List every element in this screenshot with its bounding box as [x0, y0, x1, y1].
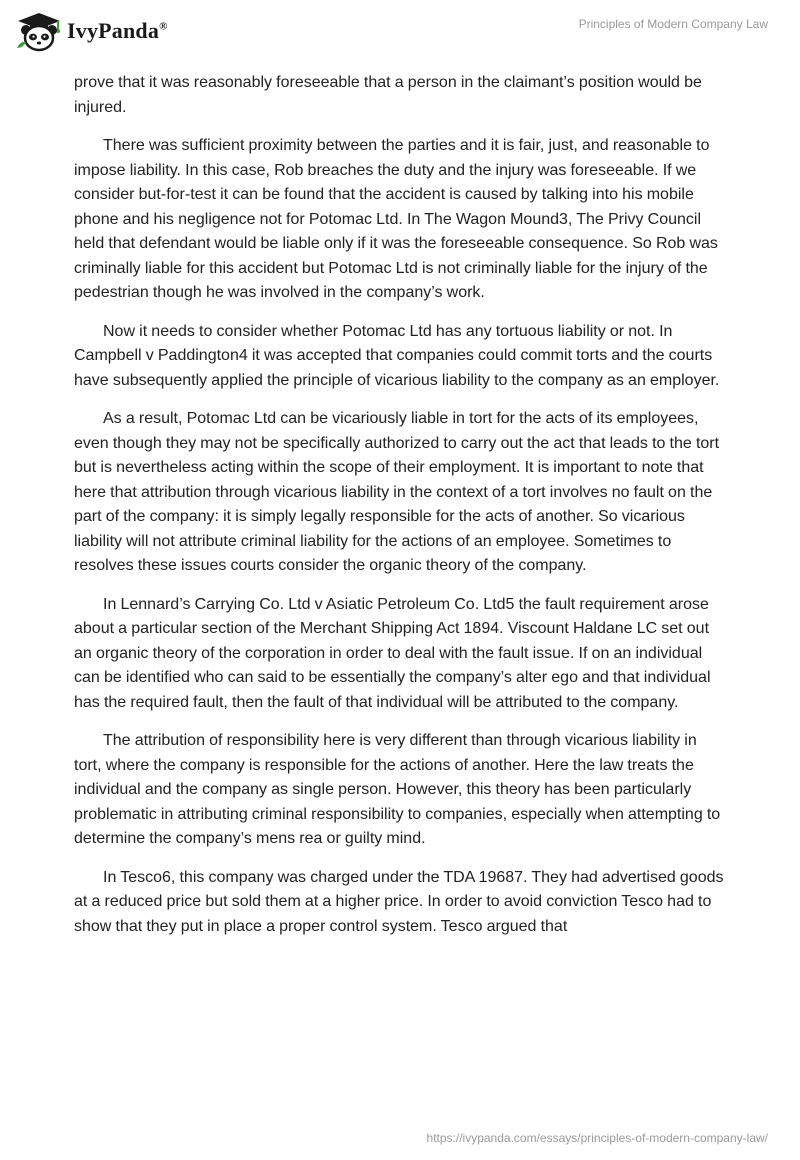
- page-header: [0, 0, 800, 60]
- paragraph-3: Now it needs to consider whether Potomac Ltd has any tortuous liability or not. In Campbell v Paddington4 it was accepted that companies could commit torts and the courts have subsequently applied the principle of vicarious liability to the company as an employer.: [74, 322, 720, 389]
- essay-body: [74, 71, 726, 953]
- panda-graduate-icon: [14, 10, 64, 52]
- brand-name: IvyPanda®: [67, 18, 168, 43]
- paragraph-6: The attribution of responsibility here is very different than through vicarious liability in tort, where the company is responsible for the actions of another. Here the law treats the individual and the company as single person. However, this theory has been particularly problematic in attributing criminal responsibility to companies, especially when attempting to determine the company’s mens rea or guilty mind.: [74, 732, 721, 847]
- ivypanda-logo[interactable]: [14, 10, 168, 52]
- paragraph-4: As a result, Potomac Ltd can be vicariously liable in tort for the acts of its employees, even though they may not be specifically authorized to carry out the act that leads to the tort but is nevertheless acting within the scope of their employment. It is important to note that here that attribution through vicarious liability in the context of a tort involves no fault on the part of the company: it is simply legally responsible for the acts of another. So vicarious liability will not attribute criminal liability for the actions of an employee. Sometimes to resolves these issues courts consider the organic theory of the company.: [74, 410, 720, 574]
- paragraph-7: In Tesco6, this company was charged under the TDA 19687. They had advertised goods at a reduced price but sold them at a higher price. In order to avoid conviction Tesco had to show that they put in place a proper control system. Tesco argued that: [74, 868, 724, 935]
- paragraph-2: There was sufficient proximity between the parties and it is fair, just, and reasonable to impose liability. In this case, Rob breaches the duty and the injury was foreseeable. If we consider but-for-test it can be found that the accident is caused by talking into his mobile phone and his negligence not for Potomac Ltd. In The Wagon Mound3, The Privy Council held that defendant would be liable only if it was the foreseeable consequence. So Rob was criminally liable for this accident but Potomac Ltd is not criminally liable for the injury of the pedestrian though he was involved in the company’s work.: [74, 137, 718, 301]
- document-title: Principles of Modern Company Law: [578, 17, 768, 31]
- source-url[interactable]: https://ivypanda.com/essays/principles-of-modern-company-law/: [426, 1131, 768, 1145]
- registered-mark: ®: [159, 20, 168, 33]
- paragraph-5: In Lennard’s Carrying Co. Ltd v Asiatic Petroleum Co. Ltd5 the fault requirement arose about a particular section of the Merchant Shipping Act 1894. Viscount Haldane LC set out an organic theory of the corporation in order to deal with the fault issue. If on an individual can be identified who can said to be essentially the company’s alter ego and that individual has the required fault, then the fault of that individual will be attributed to the company.: [74, 595, 711, 711]
- paragraph-1: prove that it was reasonably foreseeable that a person in the claimant’s position would be injured.: [74, 74, 702, 116]
